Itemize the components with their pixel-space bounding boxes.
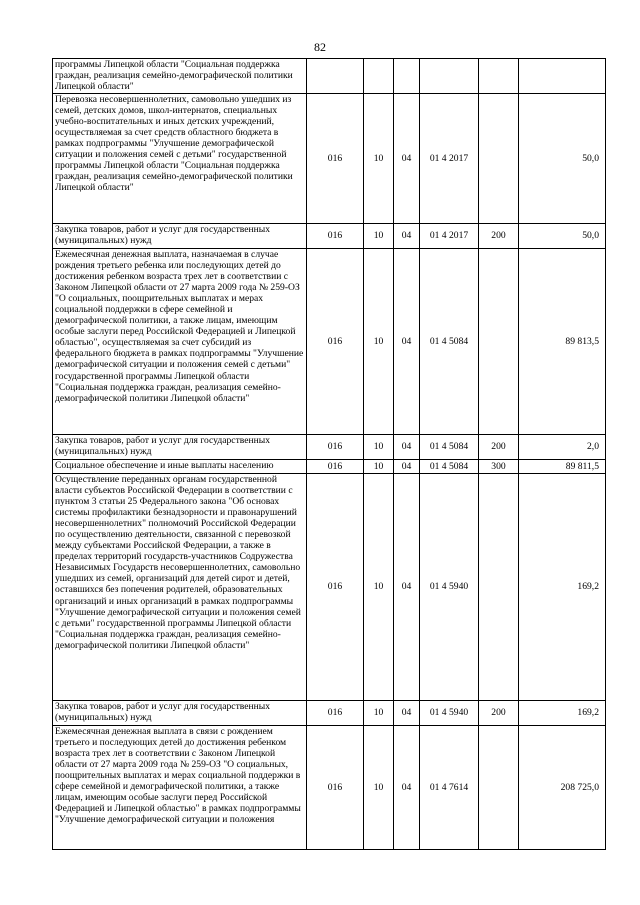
page-number: 82	[314, 40, 326, 54]
subsection-code-cell: 04	[394, 249, 420, 435]
ministry-code-cell: 016	[307, 435, 364, 460]
amount-cell: 50,0	[519, 224, 606, 249]
amount-cell: 89 813,5	[519, 249, 606, 435]
ministry-code-cell	[307, 59, 364, 94]
target-code-cell: 01 4 5940	[420, 474, 479, 701]
row-name-cell: программы Липецкой области "Социальная поддержка граждан, реализация семейно-демографической политики Липецкой области"	[53, 59, 307, 94]
target-code-cell: 01 4 5940	[420, 701, 479, 726]
table-row	[53, 94, 606, 224]
target-code-cell	[420, 59, 479, 94]
subsection-code-cell	[394, 59, 420, 94]
ministry-code-cell: 016	[307, 460, 364, 474]
ministry-code-cell: 016	[307, 94, 364, 224]
subsection-code-cell: 04	[394, 726, 420, 850]
amount-cell: 50,0	[519, 94, 606, 224]
row-name-cell: Перевозка несовершеннолетних, самовольно ушедших из семей, детских домов, школ-интернатов, специальных учебно-воспитательных и иных детских учреждений, осуществляемая за счет средств областного бюджета в рамках подпрограммы "Улучшение демографической ситуации и положения семей с детьми" государственной программы Липецкой области "Социальная поддержка граждан, реализация семейно-демографической политики Липецкой области"	[53, 94, 307, 224]
expense-type-cell: 200	[479, 701, 519, 726]
ministry-code-cell: 016	[307, 474, 364, 701]
target-code-cell: 01 4 2017	[420, 94, 479, 224]
amount-cell: 169,2	[519, 701, 606, 726]
section-code-cell: 10	[364, 94, 394, 224]
ministry-code-cell: 016	[307, 701, 364, 726]
row-name-cell: Социальное обеспечение и иные выплаты населению	[53, 460, 307, 474]
expense-type-cell: 200	[479, 435, 519, 460]
section-code-cell: 10	[364, 726, 394, 850]
ministry-code-cell: 016	[307, 726, 364, 850]
ministry-code-cell: 016	[307, 249, 364, 435]
amount-cell	[519, 59, 606, 94]
table-row	[53, 59, 606, 94]
section-code-cell: 10	[364, 460, 394, 474]
expense-type-cell	[479, 94, 519, 224]
target-code-cell: 01 4 5084	[420, 460, 479, 474]
row-name-cell: Закупка товаров, работ и услуг для государственных (муниципальных) нужд	[53, 435, 307, 460]
row-name-cell: Закупка товаров, работ и услуг для государственных (муниципальных) нужд	[53, 701, 307, 726]
table-row	[53, 460, 606, 474]
amount-cell: 89 811,5	[519, 460, 606, 474]
row-name-cell: Ежемесячная денежная выплата в связи с рождением третьего и последующих детей до достижения ребенком возраста трех лет в соответствии с Законом Липецкой области от 27 марта 2009 года № 259-ОЗ "О социальных, поощрительных выплатах и мерах социальной поддержки в сфере семейной и демографической политики, а также лицам, имеющим особые заслуги перед Российской Федерацией и Липецкой областью" в рамках подпрограммы "Улучшение демографической ситуации и положения	[53, 726, 307, 850]
subsection-code-cell: 04	[394, 224, 420, 249]
amount-cell: 208 725,0	[519, 726, 606, 850]
subsection-code-cell: 04	[394, 435, 420, 460]
section-code-cell: 10	[364, 435, 394, 460]
subsection-code-cell: 04	[394, 94, 420, 224]
section-code-cell	[364, 59, 394, 94]
row-name-cell: Ежемесячная денежная выплата, назначаемая в случае рождения третьего ребенка или последующих детей до достижения ребенком возраста трех лет в соответствии с Законом Липецкой области от 27 марта 2009 года № 259-ОЗ "О социальных, поощрительных выплатах и мерах социальной поддержки в сфере семейной и демографической политики, а также лицам, имеющим особые заслуги перед Российской Федерацией и Липецкой областью", осуществляемая за счет субсидий из федерального бюджета в рамках подпрограммы "Улучшение демографической ситуации и положения семей с детьми" государственной программы Липецкой области "Социальная поддержка граждан, реализация семейно-демографической политики Липецкой области"	[53, 249, 307, 435]
amount-cell: 169,2	[519, 474, 606, 701]
table-row	[53, 474, 606, 701]
expense-type-cell	[479, 474, 519, 701]
expense-type-cell	[479, 59, 519, 94]
subsection-code-cell: 04	[394, 460, 420, 474]
ministry-code-cell: 016	[307, 224, 364, 249]
target-code-cell: 01 4 5084	[420, 435, 479, 460]
subsection-code-cell: 04	[394, 701, 420, 726]
table-row	[53, 435, 606, 460]
target-code-cell: 01 4 2017	[420, 224, 479, 249]
section-code-cell: 10	[364, 701, 394, 726]
section-code-cell: 10	[364, 224, 394, 249]
subsection-code-cell: 04	[394, 474, 420, 701]
table-row	[53, 726, 606, 850]
table-row	[53, 224, 606, 249]
table-row	[53, 249, 606, 435]
target-code-cell: 01 4 7614	[420, 726, 479, 850]
section-code-cell: 10	[364, 249, 394, 435]
amount-cell: 2,0	[519, 435, 606, 460]
expense-type-cell: 300	[479, 460, 519, 474]
row-name-cell: Осуществление переданных органам государственной власти субъектов Российской Федерации в соответствии с пунктом 3 статьи 25 Федерального закона "Об основах системы профилактики безнадзорности и правонарушений несовершеннолетних" полномочий Российской Федерации по осуществлению деятельности, связанной с перевозкой между субъектами Российской Федерации, а также в пределах территорий государств-участников Содружества Независимых Государств несовершеннолетних, самовольно ушедших из семей, организаций для детей сирот и детей, оставшихся без попечения родителей, образовательных организаций и иных организаций в рамках подпрограммы "Улучшение демографической ситуации и положения семей с детьми" государственной программы Липецкой области "Социальная поддержка граждан, реализация семейно-демографической политики Липецкой области"	[53, 474, 307, 701]
expense-type-cell: 200	[479, 224, 519, 249]
expense-type-cell	[479, 249, 519, 435]
expense-type-cell	[479, 726, 519, 850]
budget-table	[52, 58, 606, 850]
section-code-cell: 10	[364, 474, 394, 701]
target-code-cell: 01 4 5084	[420, 249, 479, 435]
table-row	[53, 701, 606, 726]
row-name-cell: Закупка товаров, работ и услуг для государственных (муниципальных) нужд	[53, 224, 307, 249]
